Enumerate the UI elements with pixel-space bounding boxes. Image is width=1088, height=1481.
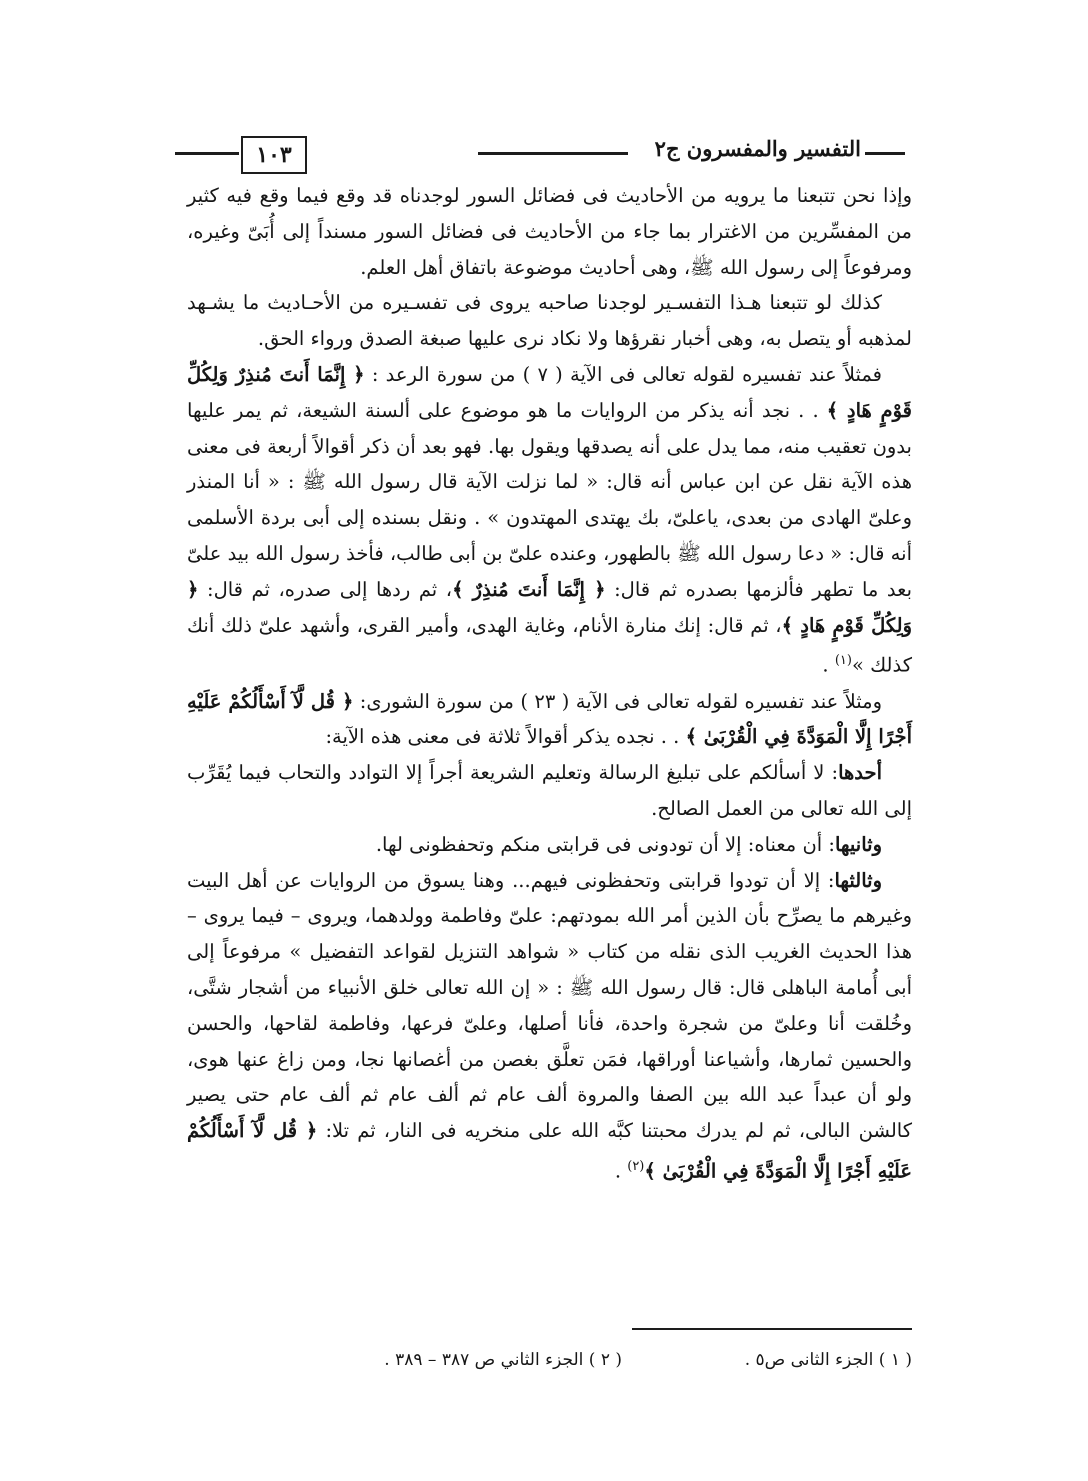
paragraph-2: كذلك لو تتبعنا هـذا التفسـير لوجدنا صاحبه يروى فى تفسـيره من الأحـاديث ما يشـهد لمذهبه أو يتصل به، وهى أخبار نقرؤها ولا نكاد نرى عليها صبغة الصدق ورواء الحق. — [187, 291, 912, 351]
header-rule-left — [175, 152, 239, 155]
footnote-ref-2[interactable]: (٢) — [627, 1159, 645, 1175]
footnote-1: ( ١ ) الجزء الثانى ص٥ . — [744, 1350, 912, 1370]
opinion-text-1: : لا أسألكم على تبليغ الرسالة وتعليم الشريعة أجراً إلا التوادد والتحاب فيما يُقَرِّب إلى الله تعالى من العمل الصالح. — [187, 761, 912, 821]
page-number: ١٠٣ — [241, 136, 307, 174]
page-header — [175, 132, 905, 184]
footnote-ref-1[interactable]: (١) — [834, 653, 852, 669]
quran-verse-5: ﴿ قُل لَّآ أَسْأَلُكُمْ عَلَيْهِ أَجْرًا إِلَّا الْمَوَدَّةَ فِي الْقُرْبَىٰ ﴾ — [187, 1119, 912, 1183]
opinion-label-3: وثالثها — [834, 868, 882, 892]
paragraph-3-text-c: ، ثم ردها إلى صدره، ثم قال: — [207, 577, 453, 601]
paragraph-4-text-a: ومثلاً عند تفسيره لقوله تعالى فى الآية ( ٢٣ ) من سورة الشورى: — [359, 689, 883, 713]
opinion-label-1: أحدها — [838, 761, 882, 785]
header-rule-right — [865, 152, 905, 155]
opinion-text-2: : أن معناه: إلا أن تودونى فى قرابتى منكم وتحفظونى لها. — [375, 832, 835, 856]
opinion-label-2: وثانيها — [834, 832, 882, 856]
header-rule-middle — [478, 152, 628, 155]
quran-verse-4: ﴿ قُل لَّآ أَسْأَلُكُمْ عَلَيْهِ أَجْرًا إِلَّا الْمَوَدَّةَ فِي الْقُرْبَىٰ ﴾ — [187, 689, 912, 749]
quran-verse-2: ﴿ إِنَّمَا أَنتَ مُنذِرٌ ﴾ — [452, 577, 606, 601]
paragraph-5 — [187, 755, 912, 827]
paragraph-3-text-b: . . نجد أنه يذكر من الروايات ما هو موضوع على ألسنة الشيعة، ثم يمر عليها بدون تعقيب منه، مما يدل على أنه يصدقها ويقول بها. فهو بعد أن ذكر أقوالاً أربعة فى معنى هذه الآية نقل عن ابن عباس أنه قال: « لما نزلت الآية قال رسول الله ﷺ : « أنا المنذر وعلىّ الهادى من بعدى، ياعلىّ، بك يهتدى المهتدون » . ونقل بسنده إلى أبى بردة الأسلمى أنه قال: « دعا رسول الله ﷺ بالطهور، وعنده علىّ بن أبى طالب، فأخذ رسول الله بيد علىّ بعد ما تطهر فألزمها بصدره ثم قال: — [187, 398, 913, 601]
opinion-text-3: : إلا أن تودوا قرابتى وتحفظونى فيهم... وهنا يسوق من الروايات عن أهل البيت وغيرهم ما يصرِّح بأن الذين أمر الله بمودتهم: علىّ وفاطمة وولدهما، ويروى – فيما يروى – هذا الحديث الغريب الذى نقله من كتاب « شواهد التنزيل لقواعد التفضيل » مرفوعاً إلى أبى أُمامة الباهلى قال: قال رسول الله ﷺ : « إن الله تعالى خلق الأنبياء من أشجار شتَّى، وخُلقت أنا وعلىّ من شجرة واحدة، فأنا أصلها، وعلىّ فرعها، وفاطمة لقاحها، والحسن والحسين ثمارها، وأشياعنا أوراقها، فمَن تعلَّق بغصن من أغصانها نجا، ومن زاغ عنها هوى، ولو أن عبداً عبد الله بين الصفا والمروة ألف عام ثم ألف عام ثم ألف عام حتى يصير كالشن البالى، ثم لم يدرك محبتنا كبَّه الله على منخريه فى النار، ثم تلا: — [187, 868, 913, 1143]
footnote-2: ( ٢ ) الجزء الثاني ص ٣٨٧ – ٣٨٩ . — [384, 1350, 622, 1370]
footnotes — [187, 1345, 912, 1375]
page-number-frame — [241, 132, 473, 172]
quran-verse-1: ﴿ إِنَّمَا أَنتَ مُنذِرٌ وَلِكُلِّ قَوْمٍ هَادٍ ﴾ — [187, 362, 912, 422]
paragraph-4-text-b: . . نجده يذكر أقوالاً ثلاثة فى معنى هذه الآية: — [325, 725, 680, 749]
quran-verse-3: ﴿ وَلِكُلِّ قَوْمٍ هَادٍ ﴾ — [187, 577, 912, 637]
paragraph-1: وإذا نحن تتبعنا ما يرويه من الأحاديث فى فضائل السور لوجدناه قد وقع فيما وقع فيه كثير من المفسِّرين من الاغترار بما جاء من الأحاديث فى فضائل السور مسنداً إلى أُبَىّ وغيره، ومرفوعاً إلى رسول الله ﷺ، وهى أحاديث موضوعة باتفاق أهل العلم. — [187, 184, 912, 279]
paragraph-3-text-a: فمثلاً عند تفسيره لقوله تعالى فى الآية ( ٧ ) من سورة الرعد : — [371, 362, 883, 386]
paragraph-3-text-d: ، ثم قال: إنك منارة الأنام، وغاية الهدى، وأمير القرى، وأشهد علىّ ذلك أنك كذلك » — [187, 613, 912, 677]
paragraph-3: فمثلاً عند تفسيره لقوله تعالى فى الآية ( ٧ ) من سورة الرعد : ﴿ إِنَّمَا أَنتَ مُنذِرٌ وَلِكُلِّ قَوْمٍ هَادٍ ﴾ . . نجد أنه يذكر من الروايات ما هو موضوع على ألسنة الشيعة، ثم يمر عليها بدون تعقيب منه، مما يدل على أنه يصدقها ويقول بها. فهو بعد أن ذكر أقوالاً أربعة فى معنى هذه الآية نقل عن ابن عباس أنه قال: « لما نزلت الآية قال رسول الله ﷺ : « أنا المنذر وعلىّ الهادى من بعدى، ياعلىّ، بك يهتدى المهتدون » . ونقل بسنده إلى أبى بردة الأسلمى أنه قال: « دعا رسول الله ﷺ بالطهور، وعنده علىّ بن أبى طالب، فأخذ رسول الله بيد علىّ بعد ما تطهر فألزمها بصدره ثم قال: ﴿ إِنَّمَا أَنتَ مُنذِرٌ ﴾، ثم ردها إلى صدره، ثم قال: ﴿ وَلِكُلِّ قَوْمٍ هَادٍ ﴾، ثم قال: إنك منارة الأنام، وغاية الهدى، وأمير القرى، وأشهد علىّ ذلك أنك كذلك »$^{(١)}$ . — [187, 362, 913, 677]
paragraph-6 — [187, 827, 912, 863]
footnote-separator — [632, 1328, 912, 1330]
paragraph-4 — [187, 684, 912, 756]
main-text — [187, 178, 912, 1189]
paragraph-7: وثالثها: إلا أن تودوا قرابتى وتحفظونى فيهم... وهنا يسوق من الروايات عن أهل البيت وغيرهم ما يصرِّح بأن الذين أمر الله بمودتهم: علىّ وفاطمة وولدهما، ويروى – فيما يروى – هذا الحديث الغريب الذى نقله من كتاب « شواهد التنزيل لقواعد التفضيل » مرفوعاً إلى أبى أُمامة الباهلى قال: قال رسول الله ﷺ : « إن الله تعالى خلق الأنبياء من أشجار شتَّى، وخُلقت أنا وعلىّ من شجرة واحدة، فأنا أصلها، وعلىّ فرعها، وفاطمة لقاحها، والحسن والحسين ثمارها، وأشياعنا أوراقها، فمَن تعلَّق بغصن من أغصانها نجا، ومن زاغ عنها هوى، ولو أن عبداً عبد الله بين الصفا والمروة ألف عام ثم ألف عام ثم ألف عام حتى يصير كالشن البالى، ثم لم يدرك محبتنا كبَّه الله على منخريه فى النار، ثم تلا: ﴿ قُل لَّآ أَسْأَلُكُمْ عَلَيْهِ أَجْرًا إِلَّا الْمَوَدَّةَ فِي الْقُرْبَىٰ ﴾$^{(٢)}$ . — [187, 868, 913, 1183]
running-title: التفسير والمفسرون ج٢ — [654, 136, 861, 161]
